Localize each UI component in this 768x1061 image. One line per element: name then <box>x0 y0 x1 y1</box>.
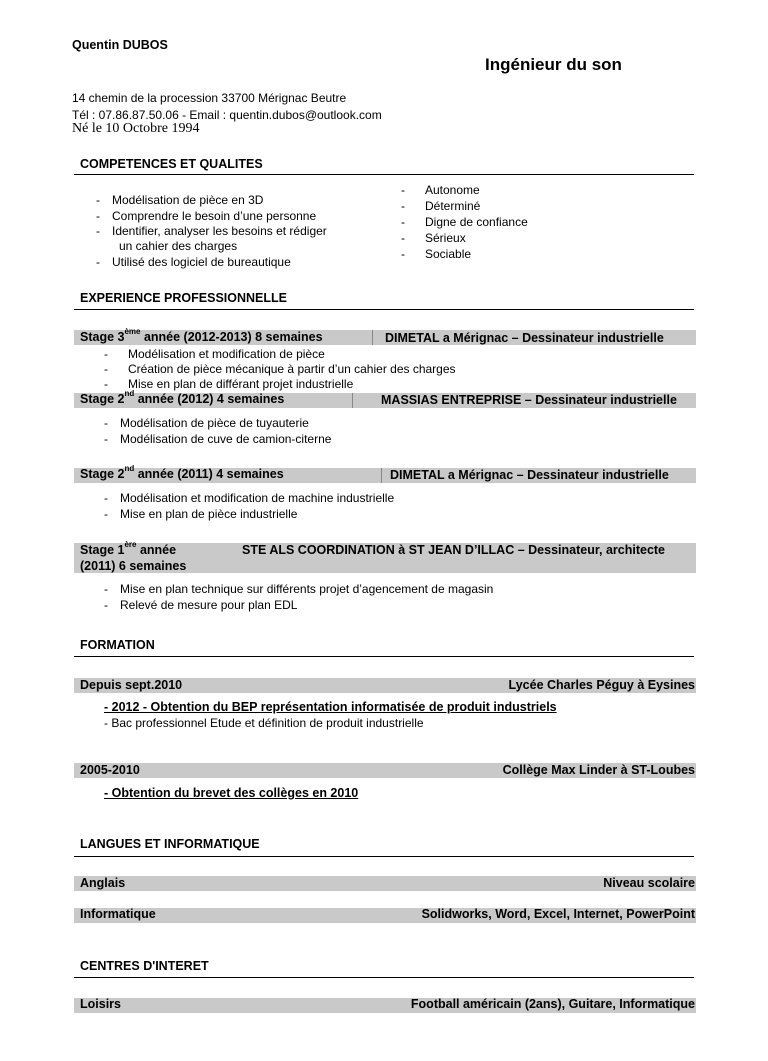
formation-school: Collège Max Linder à ST-Loubes <box>502 763 695 777</box>
stage-label: Stage 2nd année (2012) 4 semaines <box>80 389 285 406</box>
section-rule <box>74 174 694 175</box>
info-row-value: Solidworks, Word, Excel, Internet, PowerPoint <box>421 907 695 921</box>
stage-company: DIMETAL a Mérignac – Dessinateur industrielle <box>390 468 669 482</box>
quality-item: - Déterminé <box>401 199 481 213</box>
column-separator <box>352 393 353 408</box>
list-item: - Identifier, analyser les besoins et rédiger <box>96 224 327 238</box>
column-separator <box>381 468 382 483</box>
section-title-interets: CENTRES D'INTERET <box>80 959 209 973</box>
job-title: Ingénieur du son <box>485 55 622 74</box>
birth-date: Né le 10 Octobre 1994 <box>72 121 200 136</box>
formation-school: Lycée Charles Péguy à Eysines <box>508 678 695 692</box>
column-separator <box>372 330 373 345</box>
quality-item: - Digne de confiance <box>401 215 528 229</box>
section-rule <box>74 309 694 310</box>
list-item: - Relevé de mesure pour plan EDL <box>104 598 298 612</box>
section-title-formation: FORMATION <box>80 638 155 652</box>
list-item: - Mise en plan de pièce industrielle <box>104 507 298 521</box>
list-item: - Modélisation de cuve de camion-citerne <box>104 432 332 446</box>
quality-item: - Autonome <box>401 183 480 197</box>
formation-period: 2005-2010 <box>80 763 140 777</box>
section-title-competences: COMPETENCES ET QUALITES <box>80 157 263 171</box>
stage-label: Stage 2nd année (2011) 4 semaines <box>80 464 284 481</box>
stage-label: Stage 1ère année <box>80 540 177 557</box>
list-item-continuation: un cahier des charges <box>119 239 238 253</box>
address: 14 chemin de la procession 33700 Mérignac Beutre <box>72 91 347 105</box>
list-item: - Modélisation et modification de machine industrielle <box>104 491 395 505</box>
section-title-langues: LANGUES ET INFORMATIQUE <box>80 837 260 851</box>
list-item: - Mise en plan technique sur différents projet d’agencement de magasin <box>104 582 494 596</box>
stage-company: MASSIAS ENTREPRISE – Dessinateur industrielle <box>381 393 677 407</box>
candidate-name: Quentin DUBOS <box>72 38 168 52</box>
quality-item: - Sérieux <box>401 231 466 245</box>
formation-diploma: - Bac professionnel Etude et définition de produit industrielle <box>104 716 424 730</box>
list-item: - Création de pièce mécanique à partir d’un cahier des charges <box>104 362 456 376</box>
info-row-label: Informatique <box>80 907 156 921</box>
list-item: - Comprendre le besoin d’une personne <box>96 209 317 223</box>
stage-company: STE ALS COORDINATION à ST JEAN D’ILLAC – Dessinateur, architecte <box>242 543 666 557</box>
section-rule <box>74 977 694 978</box>
formation-period: Depuis sept.2010 <box>80 678 183 692</box>
info-row-value: Niveau scolaire <box>603 876 695 890</box>
list-item: - Modélisation et modification de pièce <box>104 347 325 361</box>
list-item: - Modélisation de pièce de tuyauterie <box>104 416 309 430</box>
info-row-label: Anglais <box>80 876 126 890</box>
formation-diploma: - Obtention du brevet des collèges en 2010 <box>104 786 359 800</box>
section-rule <box>74 856 694 857</box>
stage-label-line2: (2011) 6 semaines <box>80 559 187 573</box>
stage-label: Stage 3ème année (2012-2013) 8 semaines <box>80 327 323 344</box>
list-item: - Mise en plan de différant projet industrielle <box>104 377 354 391</box>
section-rule <box>74 656 694 657</box>
stage-company: DIMETAL a Mérignac – Dessinateur industrielle <box>385 331 664 345</box>
info-row-label: Loisirs <box>80 997 121 1011</box>
list-item: - Utilisé des logiciel de bureautique <box>96 255 291 269</box>
formation-diploma: - 2012 - Obtention du BEP représentation informatisée de produit industriels <box>104 700 557 714</box>
contact-line: Tél : 07.86.87.50.06 - Email : quentin.dubos@outlook.com <box>72 108 382 122</box>
list-item: - Modélisation de pièce en 3D <box>96 193 264 207</box>
quality-item: - Sociable <box>401 247 472 261</box>
info-row-value: Football américain (2ans), Guitare, Informatique <box>410 997 695 1011</box>
section-title-experience: EXPERIENCE PROFESSIONNELLE <box>80 291 287 305</box>
